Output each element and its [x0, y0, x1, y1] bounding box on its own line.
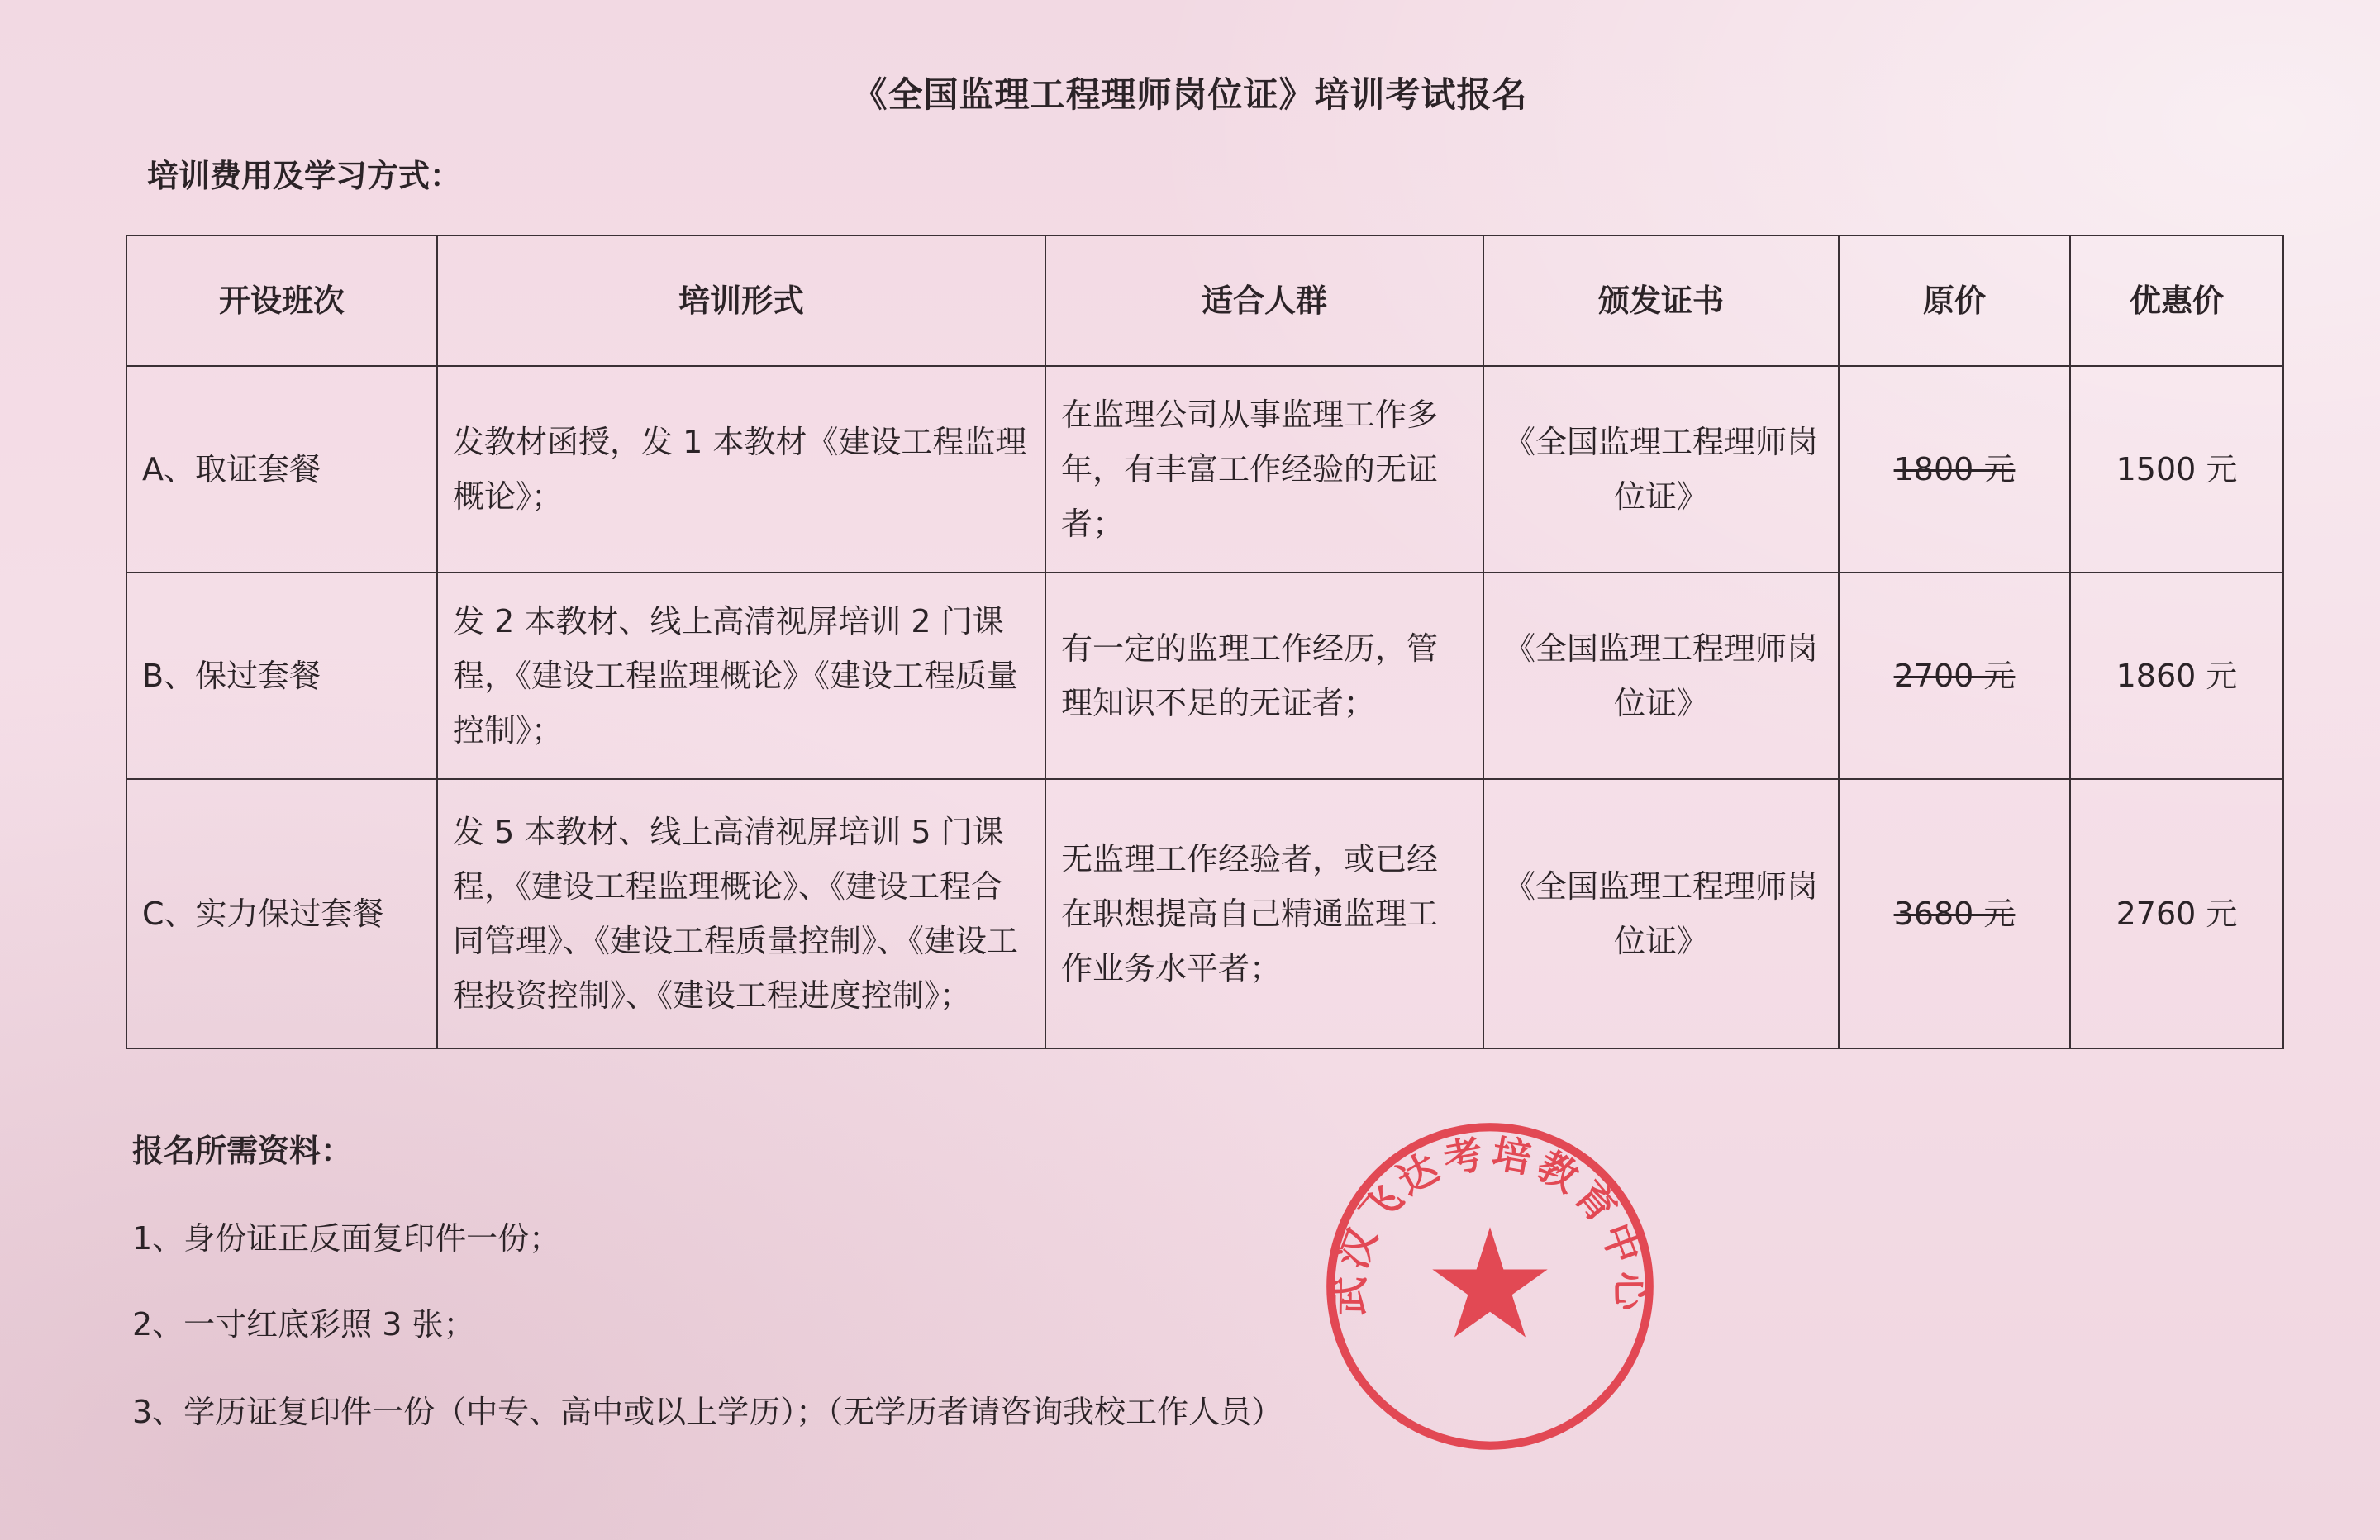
struck-price: 3680 元: [1893, 895, 2016, 932]
class-cell: B、保过套餐: [126, 573, 437, 779]
audience-cell: 无监理工作经验者，或已经在职想提高自己精通监理工作业务水平者；: [1045, 779, 1483, 1048]
table-row: [126, 573, 2283, 779]
header-original-price: 原价: [1839, 235, 2070, 366]
requirement-item: 2、一寸红底彩照 3 张；: [132, 1306, 475, 1343]
form-cell: 发教材函授，发 1 本教材《建设工程监理概论》；: [437, 366, 1045, 573]
class-cell: A、取证套餐: [126, 366, 437, 573]
table-header-row: [126, 235, 2283, 366]
certificate-cell: 《全国监理工程理师岗位证》: [1483, 779, 1839, 1048]
discount-price-cell: 1500 元: [2070, 366, 2283, 573]
header-audience: 适合人群: [1045, 235, 1483, 366]
class-cell: C、实力保过套餐: [126, 779, 437, 1048]
requirement-item: 1、身份证正反面复印件一份；: [132, 1220, 561, 1257]
discount-price-cell: 1860 元: [2070, 573, 2283, 779]
form-cell: 发 2 本教材、线上高清视屏培训 2 门课程，《建设工程监理概论》《建设工程质量控制》；: [437, 573, 1045, 779]
struck-price: 1800 元: [1893, 450, 2016, 487]
original-price-cell: [1839, 366, 2070, 573]
header-certificate: 颁发证书: [1483, 235, 1839, 366]
requirement-item: 3、学历证复印件一份（中专、高中或以上学历）；（无学历者请咨询我校工作人员）: [132, 1394, 1283, 1430]
original-price-cell: [1839, 573, 2070, 779]
seal-text: 武汉飞达考培教育中心: [1326, 1130, 1654, 1316]
form-cell: 发 5 本教材、线上高清视屏培训 5 门课程，《建设工程监理概论》、《建设工程合同管理》、《建设工程质量控制》、《建设工程投资控制》、《建设工程进度控制》；: [437, 779, 1045, 1048]
table-row: [126, 779, 2283, 1048]
certificate-cell: 《全国监理工程理师岗位证》: [1483, 366, 1839, 573]
header-discount-price: 优惠价: [2070, 235, 2283, 366]
header-form: 培训形式: [437, 235, 1045, 366]
page-title: 《全国监理工程理师岗位证》培训考试报名: [852, 74, 1528, 115]
fee-table: [126, 235, 2284, 1049]
struck-price: 2700 元: [1893, 657, 2016, 694]
materials-heading: 报名所需资料：: [132, 1133, 353, 1169]
header-class: 开设班次: [126, 235, 437, 366]
fees-heading: 培训费用及学习方式：: [147, 158, 462, 194]
original-price-cell: [1839, 779, 2070, 1048]
table-body: [126, 366, 2283, 1048]
official-seal: [1321, 1117, 1659, 1456]
discount-price-cell: 2760 元: [2070, 779, 2283, 1048]
table-row: [126, 366, 2283, 573]
star-icon: [1432, 1227, 1547, 1337]
audience-cell: 在监理公司从事监理工作多年，有丰富工作经验的无证者；: [1045, 366, 1483, 573]
audience-cell: 有一定的监理工作经历，管理知识不足的无证者；: [1045, 573, 1483, 779]
certificate-cell: 《全国监理工程理师岗位证》: [1483, 573, 1839, 779]
